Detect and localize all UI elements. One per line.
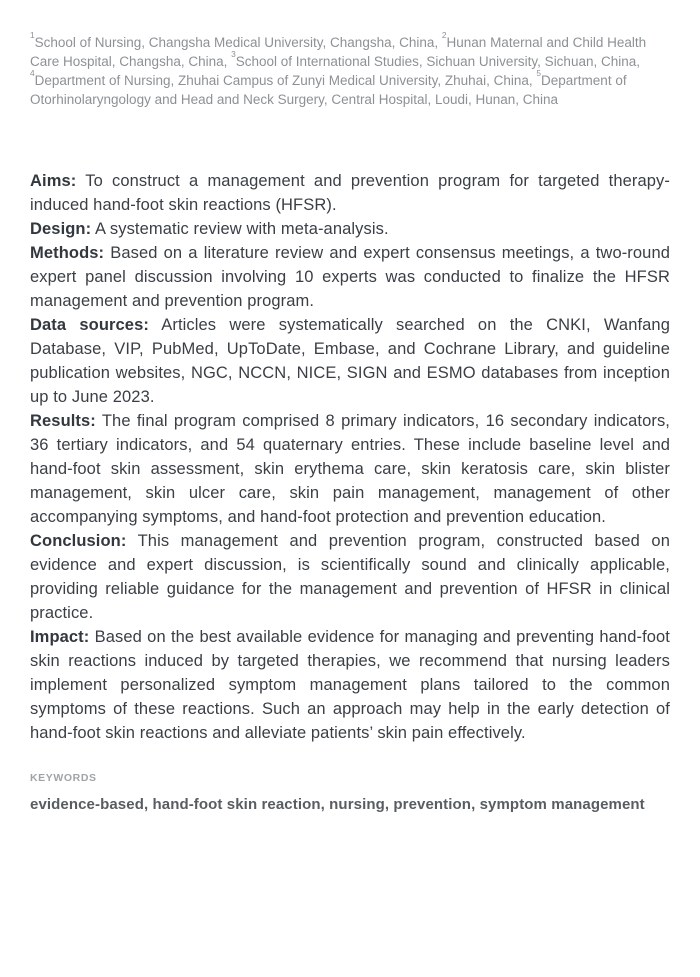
affiliation-1-text: School of Nursing, Changsha Medical University, Changsha, China, [34, 35, 442, 50]
affiliation-4-text: Department of Nursing, Zhuhai Campus of Zunyi Medical University, Zhuhai, China, [34, 73, 537, 88]
affiliation-4-marker: 4 [30, 67, 35, 78]
section-text-data-sources: Articles were systematically searched on the CNKI, Wanfang Database, VIP, PubMed, UpToDate, Embase, and Cochrane Library, and guideline publication websites, NGC, NCCN, NICE, SIGN and ESMO databases from inception up to June 2023. [30, 316, 670, 406]
abstract-section-impact [30, 625, 670, 745]
abstract-section-results [30, 409, 670, 529]
section-label-conclusion: Conclusion: [30, 532, 127, 550]
section-text-conclusion: This management and prevention program, constructed based on evidence and expert discussion, is scientifically sound and clinically applicable, providing reliable guidance for the management and prevention of HFSR in clinical practice. [30, 532, 670, 622]
affiliation-5-marker: 5 [536, 67, 542, 78]
section-label-aims: Aims: [30, 172, 77, 190]
affiliation-3-text: School of International Studies, Sichuan University, Sichuan, China, [235, 54, 640, 69]
section-text-design: A systematic review with meta-analysis. [95, 220, 389, 238]
affiliation-5-text: Department of Otorhinolaryngology and Head and Neck Surgery, Central Hospital, Loudi, Hunan, China [30, 73, 627, 107]
section-text-methods: Based on a literature review and expert consensus meetings, a two-round expert panel discussion involving 10 experts was conducted to finalize the HFSR management and prevention program. [30, 244, 671, 310]
abstract-section-data-sources [30, 313, 670, 409]
keywords-list: evidence-based, hand-foot skin reaction, nursing, prevention, symptom management [30, 796, 645, 813]
abstract-section-design [30, 217, 670, 241]
affiliation-2-marker: 2 [441, 29, 447, 40]
abstract-body [30, 169, 670, 745]
abstract-section-aims [30, 169, 670, 217]
affiliation-3-marker: 3 [231, 48, 236, 59]
abstract-section-conclusion [30, 529, 670, 625]
affiliation-2-text: Hunan Maternal and Child Health Care Hospital, Changsha, China, [30, 35, 647, 69]
keywords-heading: KEYWORDS [30, 772, 97, 784]
section-label-design: Design: [30, 220, 92, 238]
section-label-data-sources: Data sources: [30, 316, 149, 334]
section-label-impact: Impact: [30, 628, 90, 646]
affiliation-1-marker: 1 [30, 29, 35, 40]
abstract-section-methods [30, 241, 670, 313]
section-label-methods: Methods: [30, 244, 105, 262]
author-affiliations [30, 29, 670, 109]
section-text-results: The final program comprised 8 primary indicators, 16 secondary indicators, 36 tertiary indicators, and 54 quaternary entries. These include baseline level and hand-foot skin assessment, skin erythema care, skin keratosis care, skin blister management, skin ulcer care, skin pain management, management of other accompanying symptoms, and hand-foot protection and prevention education. [30, 412, 670, 526]
section-label-results: Results: [30, 412, 96, 430]
keywords-block [30, 772, 670, 813]
section-text-aims: To construct a management and prevention program for targeted therapy-induced hand-foot skin reactions (HFSR). [30, 172, 671, 214]
section-text-impact: Based on the best available evidence for managing and preventing hand-foot skin reactions induced by targeted therapies, we recommend that nursing leaders implement personalized symptom management plans tailored to the common symptoms of these reactions. Such an approach may help in the early detection of hand-foot skin reactions and alleviate patients’ skin pain effectively. [30, 628, 670, 742]
